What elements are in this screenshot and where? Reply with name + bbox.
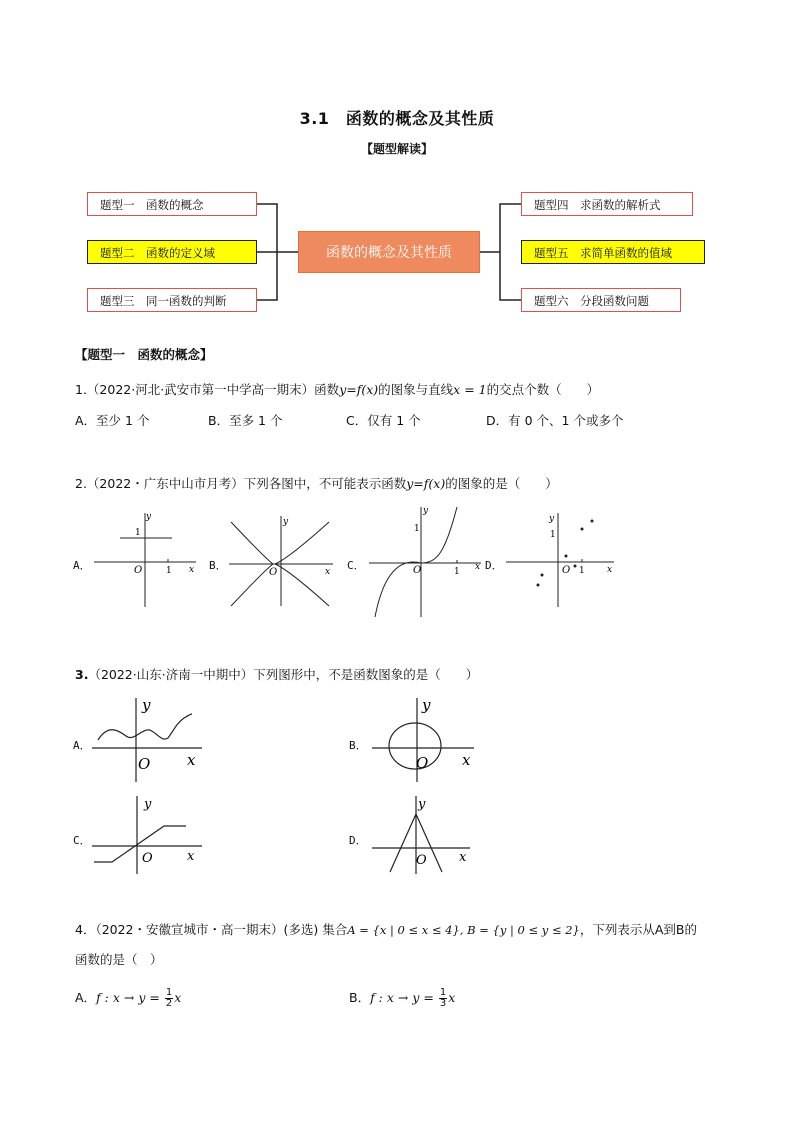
axis-x-label: x [475,562,481,572]
axis-x-label: x [187,751,196,769]
tick-label: 1 [414,524,420,534]
tick-label: 1 [550,530,556,540]
q3-graph-d [370,792,480,877]
axis-x-label: x [187,849,195,864]
axis-y-label: y [144,797,152,812]
fraction-denominator: 2 [165,998,173,1009]
q3-graph-c [90,792,210,877]
axis-y-label: y [146,512,152,522]
page-subtitle: 【题型解读】 [360,142,433,156]
section-heading: 【题型一 函数的概念】 [75,347,213,362]
q1-option-c: C．仅有 1 个 [346,413,421,428]
tick-label: 1 [166,566,172,576]
axis-y-label: y [423,506,429,516]
axis-y-label: y [422,696,431,714]
question-3 [75,665,478,683]
question-4-sets: A = {x | 0 ≤ x ≤ 4}, B = {y | 0 ≤ y ≤ 2} [347,923,580,937]
origin-label: O [138,755,151,773]
mindmap-left-2: 题型二 函数的定义域 [87,240,257,264]
question-3-number: 3. [75,667,89,682]
question-4 [75,920,697,938]
q4-option-a-map: f : x → y = [96,990,160,1005]
q1-option-a: A．至少 1 个 [75,413,150,428]
origin-label: O [269,567,278,578]
q4-option-a-label: A． [75,990,97,1005]
q2-label-c: C． [347,559,365,572]
q3-label-d: D． [349,834,367,847]
question-1-suffix: 的交点个数（ ） [486,382,600,397]
q1-option-b: B．至多 1 个 [208,413,283,428]
mindmap-right-3: 题型六 分段函数问题 [521,288,681,312]
origin-label: O [416,754,429,772]
question-1-line: x = 1 [453,382,487,397]
q2-graph-a [90,505,200,610]
tick-label: 1 [135,528,141,538]
question-4-line-2: 函数的是（ ） [75,952,163,967]
q3-label-b: B． [349,739,367,752]
axis-y-label: y [549,514,555,524]
axis-x-label: x [189,565,195,575]
q2-label-b: B． [209,559,227,572]
q4-option-a-fraction [165,988,173,1009]
tick-label: 1 [454,567,460,577]
q3-label-a: A． [73,739,91,752]
question-2-prefix: 2.（2022・广东中山市月考）下列各图中，不可能表示函数 [75,476,407,491]
page-title: 3.1 函数的概念及其性质 [299,109,495,128]
q2-graph-c [365,503,485,620]
fraction-numerator: 1 [165,987,173,998]
q3-graph-a [90,694,210,784]
axis-x-label: x [462,751,471,769]
q1-option-d: D．有 0 个、1 个或多个 [486,413,624,428]
origin-label: O [142,851,153,866]
q2-label-a: A． [73,559,91,572]
question-2-suffix: 的图象的是（ ） [445,476,558,491]
axis-y-label: y [283,517,289,527]
mindmap-left-1: 题型一 函数的概念 [87,192,257,216]
q2-graph-d [502,505,617,610]
axis-x-label: x [607,565,613,575]
origin-label: O [413,565,422,576]
question-2-formula: y=f(x) [406,476,446,491]
origin-label: O [134,565,143,576]
tick-label: 1 [579,566,585,576]
q4-option-b [349,988,455,1009]
q3-label-c: C． [73,834,91,847]
axis-x-label: x [459,850,467,865]
fraction-denominator: 3 [439,998,447,1009]
question-1-formula: y=f(x) [339,382,379,397]
mindmap-left-3: 题型三 同一函数的判断 [87,288,257,312]
axis-x-label: x [325,567,331,577]
question-1-mid: 的图象与直线 [378,382,454,397]
q2-label-d: D． [485,559,503,572]
question-1 [75,380,599,398]
q2-graph-b [225,508,337,608]
question-4-text-1: 4．（2022・安徽宣城市・高一期末）(多选) 集合 [75,922,348,937]
mindmap-center: 函数的概念及其性质 [298,231,480,273]
axis-y-label: y [418,797,426,812]
question-4-text-2: ，下列表示从A到B的 [579,922,698,937]
mindmap-right-2: 题型五 求简单函数的值域 [521,240,705,264]
question-1-prefix: 1.（2022·河北·武安市第一中学高一期末）函数 [75,382,340,397]
q4-option-a [75,988,181,1009]
question-3-text: （2022·山东·济南一中期中）下列图形中，不是函数图象的是（ ） [88,667,479,682]
question-2 [75,474,558,492]
fraction-numerator: 1 [439,987,447,998]
mindmap-right-1: 题型四 求函数的解析式 [521,192,693,216]
axis-y-label: y [142,696,151,714]
q4-option-b-map: f : x → y = [370,990,434,1005]
origin-label: O [562,565,571,576]
q4-option-b-var: x [448,990,456,1005]
q3-graph-b [370,694,480,784]
q4-option-b-fraction [439,988,447,1009]
origin-label: O [416,853,427,868]
mindmap-connectors [0,0,794,330]
q4-option-b-label: B． [349,990,371,1005]
q4-option-a-var: x [174,990,182,1005]
